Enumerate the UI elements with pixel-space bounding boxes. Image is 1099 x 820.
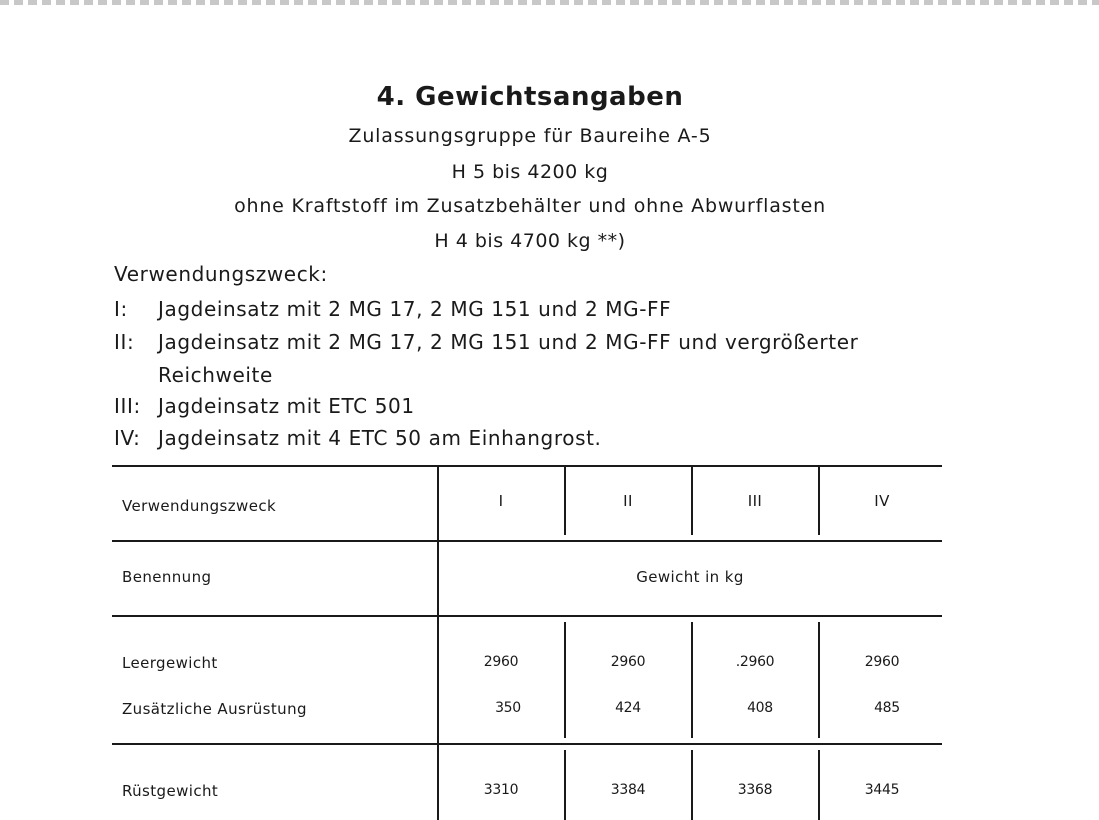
table-cell: 424: [615, 700, 641, 716]
table-row-label: Zusätzliche Ausrüstung: [122, 700, 307, 718]
table-cell: 350: [495, 700, 521, 716]
table-cell: 485: [874, 700, 900, 716]
table-header-label: Verwendungszweck: [122, 497, 277, 515]
approval-group: Zulassungsgruppe für Baureihe A-5: [348, 125, 712, 147]
table-column-divider: [691, 622, 693, 738]
purpose-number: II:: [114, 330, 135, 354]
table-cell: 2960: [864, 654, 900, 670]
table-row-label: Leergewicht: [122, 654, 218, 672]
purpose-text: Jagdeinsatz mit ETC 501: [158, 394, 415, 418]
table-unit-rule: [112, 615, 942, 617]
table-cell: 2960: [483, 654, 519, 670]
purpose-item: [114, 394, 415, 418]
table-row-label: Rüstgewicht: [122, 782, 219, 800]
purpose-text: Jagdeinsatz mit 4 ETC 50 am Einhangrost.: [158, 426, 602, 450]
column-header: III: [747, 492, 763, 510]
purpose-number: III:: [114, 394, 141, 418]
purpose-text: Jagdeinsatz mit 2 MG 17, 2 MG 151 und 2 MG-FF und vergrößerter: [158, 330, 859, 354]
table-cell: 408: [747, 700, 773, 716]
table-cell: 3384: [610, 782, 646, 798]
condition-line: ohne Kraftstoff im Zusatzbehälter und ohne Abwurflasten: [234, 195, 826, 217]
purpose-text-continuation: Reichweite: [158, 363, 273, 387]
purpose-number: IV:: [114, 426, 141, 450]
column-header: II: [623, 492, 633, 510]
table-cell: 3310: [483, 782, 519, 798]
table-cell: 3445: [864, 782, 900, 798]
table-column-divider: [437, 467, 439, 820]
table-cell: 3368: [737, 782, 773, 798]
unit-label: Gewicht in kg: [636, 568, 744, 586]
column-header: I: [498, 492, 504, 510]
table-cell: 2960: [610, 654, 646, 670]
table-cell: .2960: [735, 654, 775, 670]
purpose-item: [114, 297, 671, 321]
purpose-number: I:: [114, 297, 128, 321]
purpose-heading: Verwendungszweck:: [114, 262, 328, 286]
table-column-divider: [564, 622, 566, 738]
table-column-divider: [818, 622, 820, 738]
page-edge-dashes: [0, 0, 1099, 5]
h4-weight-line: H 4 bis 4700 kg **): [434, 230, 626, 252]
section-title: 4. Gewichtsangaben: [376, 82, 684, 112]
purpose-item: [114, 330, 858, 354]
h5-weight-line: H 5 bis 4200 kg: [451, 161, 609, 183]
purpose-item: [114, 426, 602, 450]
purpose-text: Jagdeinsatz mit 2 MG 17, 2 MG 151 und 2 MG-FF: [158, 297, 672, 321]
table-sum-rule: [112, 743, 942, 745]
table-header-rule: [112, 540, 942, 542]
name-column-label: Benennung: [122, 568, 212, 586]
column-header: IV: [874, 492, 890, 510]
